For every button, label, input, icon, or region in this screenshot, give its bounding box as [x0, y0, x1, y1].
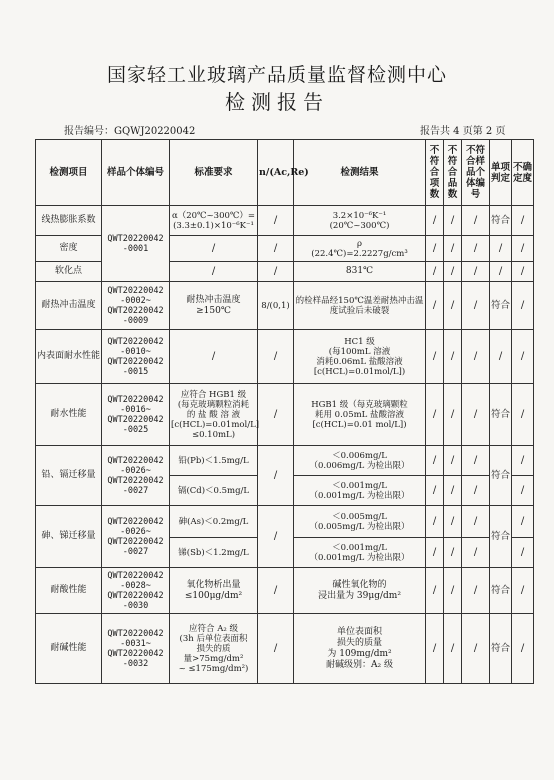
sample-line: -0001	[122, 243, 149, 254]
row-uncertainty: /	[512, 330, 534, 384]
row-verdict: /	[490, 330, 512, 384]
table-row	[36, 568, 534, 614]
sample-line: -0032	[122, 658, 149, 669]
row-standard: 镉(Cd)＜0.5mg/L	[170, 476, 258, 506]
row-result	[294, 330, 426, 384]
row-result	[294, 446, 426, 476]
row-c1: /	[426, 236, 444, 262]
sample-line: QWT20220042	[107, 516, 164, 527]
standard-line: ≥150℃	[196, 305, 231, 316]
result-line: ＜0.005mg/L	[332, 511, 387, 522]
row-result	[294, 614, 426, 684]
row-c3: /	[462, 476, 490, 506]
row-uncertainty: /	[512, 236, 534, 262]
row-uncertainty: /	[512, 206, 534, 236]
row-c2: /	[444, 330, 462, 384]
sample-line: QWT20220042	[107, 285, 164, 296]
sample-line: QWT20220042	[107, 356, 164, 367]
row-standard: /	[170, 262, 258, 282]
sample-line: -0027	[122, 485, 149, 496]
row-result	[294, 476, 426, 506]
result-line: ＜0.001mg/L	[332, 542, 387, 553]
row-item: 密度	[36, 236, 102, 262]
row-verdict: 符合	[490, 506, 512, 568]
row-standard: /	[170, 236, 258, 262]
result-line: 为 109mg/dm²	[327, 648, 392, 659]
row-c3: /	[462, 236, 490, 262]
row-c3: /	[462, 282, 490, 330]
result-line: 3.2×10⁻⁶K⁻¹	[332, 210, 387, 221]
row-c1: /	[426, 206, 444, 236]
sample-line: QWT20220042	[107, 590, 164, 601]
sample-line: QWT20220042	[107, 570, 164, 581]
row-item: 耐水性能	[36, 384, 102, 446]
doc-title: 检测报告	[225, 90, 329, 114]
col-item: 检测项目	[36, 140, 102, 206]
row-result	[294, 384, 426, 446]
col-nonconform-ids: 不符合样品个体编号	[462, 140, 490, 206]
row-sample	[102, 384, 170, 446]
sample-line: QWT20220042	[107, 305, 164, 316]
row-c3: /	[462, 506, 490, 538]
report-number	[64, 122, 195, 137]
standard-line: 氧化物析出量	[186, 579, 241, 590]
row-item: 砷、锑迁移量	[36, 506, 102, 568]
sample-line: QWT20220042	[107, 394, 164, 405]
report-number-value: GQWJ20220042	[114, 126, 196, 137]
row-c1: /	[426, 384, 444, 446]
row-c1: /	[426, 282, 444, 330]
sample-line: -0010~	[120, 346, 151, 357]
standard-line: 的 盐 酸 溶 液	[186, 409, 241, 420]
row-uncertainty: /	[512, 262, 534, 282]
col-single-verdict: 单项判定	[490, 140, 512, 206]
sample-line: QWT20220042	[107, 648, 164, 659]
result-line: (每100mL 溶液	[328, 346, 391, 357]
sample-line: -0009	[122, 315, 149, 326]
row-ac-re: 8/(0,1)	[258, 282, 294, 330]
row-item: 耐碱性能	[36, 614, 102, 684]
row-sample	[102, 506, 170, 568]
sample-line: -0030	[122, 600, 149, 611]
row-verdict: /	[490, 236, 512, 262]
result-line: （0.006mg/L 为检出限）	[309, 460, 410, 471]
result-line: [c(HCL)=0.01 mol/L])	[312, 419, 407, 430]
table-row	[36, 506, 534, 538]
row-verdict: 符合	[490, 614, 512, 684]
row-c1: /	[426, 330, 444, 384]
row-uncertainty: /	[512, 538, 534, 568]
result-line: 损失的质量	[336, 637, 382, 648]
result-line: HGB1 级（每克玻璃颗粒	[311, 399, 408, 410]
sample-line: -0002~	[120, 295, 151, 306]
result-line: 单位表面积	[336, 626, 382, 637]
report-number-label: 报告编号：	[64, 126, 114, 137]
row-c2: /	[444, 506, 462, 538]
standard-line: 应符合 HGB1 级	[180, 389, 247, 400]
col-uncertainty: 不确定度	[512, 140, 534, 206]
row-verdict: 符合	[490, 384, 512, 446]
row-c2: /	[444, 538, 462, 568]
row-standard	[170, 282, 258, 330]
row-sample	[102, 446, 170, 506]
row-c3: /	[462, 538, 490, 568]
result-line: ＜0.006mg/L	[332, 450, 387, 461]
row-c2: /	[444, 446, 462, 476]
row-standard: /	[170, 330, 258, 384]
row-result	[294, 206, 426, 236]
sample-line: QWT20220042	[107, 336, 164, 347]
page-info: 报告共 4 页第 2 页	[420, 126, 506, 137]
row-c2: /	[444, 614, 462, 684]
row-result	[294, 506, 426, 538]
row-result: 831℃	[294, 262, 426, 282]
row-uncertainty: /	[512, 476, 534, 506]
row-verdict: /	[490, 262, 512, 282]
row-c2: /	[444, 206, 462, 236]
row-sample	[102, 568, 170, 614]
row-item: 铅、镉迁移量	[36, 446, 102, 506]
row-ac-re: /	[258, 614, 294, 684]
row-c2: /	[444, 476, 462, 506]
result-line: ρ	[357, 238, 362, 249]
result-line: (20℃~300℃)	[329, 220, 390, 231]
result-line: 碱性氧化物的	[332, 579, 387, 590]
standard-line: ~ ≤175mg/dm²)	[178, 663, 249, 674]
row-sample	[102, 282, 170, 330]
row-standard	[170, 568, 258, 614]
row-c2: /	[444, 236, 462, 262]
row-item: 耐酸性能	[36, 568, 102, 614]
row-ac-re: /	[258, 568, 294, 614]
row-uncertainty: /	[512, 506, 534, 538]
result-line: （0.001mg/L 为检出限）	[309, 552, 410, 563]
row-uncertainty: /	[512, 282, 534, 330]
row-verdict: 符合	[490, 446, 512, 506]
row-c3: /	[462, 206, 490, 236]
col-sample: 样品个体编号	[102, 140, 170, 206]
row-c2: /	[444, 262, 462, 282]
sample-line: -0028~	[120, 580, 151, 591]
standard-line: 应符合 A₂ 级	[189, 623, 238, 634]
sample-line: QWT20220042	[107, 475, 164, 486]
col-standard: 标准要求	[170, 140, 258, 206]
sample-line: -0031~	[120, 638, 151, 649]
row-c3: /	[462, 262, 490, 282]
row-c2: /	[444, 282, 462, 330]
sample-line: QWT20220042	[107, 233, 164, 244]
result-line: HC1 级	[344, 336, 375, 347]
result-line: 耐碱级别：A₂ 级	[326, 659, 393, 670]
result-line: 消耗0.06mL 盐酸溶液	[316, 356, 403, 367]
result-line: 浸出量为 39μg/dm²	[318, 590, 401, 601]
col-nonconform-samples: 不符合品数	[444, 140, 462, 206]
row-verdict: 符合	[490, 282, 512, 330]
col-nonconform-items: 不符合项数	[426, 140, 444, 206]
result-line: （0.005mg/L 为检出限）	[309, 521, 410, 532]
row-c1: /	[426, 262, 444, 282]
row-c1: /	[426, 476, 444, 506]
results-table	[35, 139, 534, 684]
row-uncertainty: /	[512, 614, 534, 684]
row-verdict: 符合	[490, 568, 512, 614]
sample-line: QWT20220042	[107, 414, 164, 425]
row-c2: /	[444, 384, 462, 446]
row-standard: α（20℃~300℃）=(3.3±0.1)×10⁻⁶K⁻¹	[170, 206, 258, 236]
row-c1: /	[426, 614, 444, 684]
sample-line: -0026~	[120, 526, 151, 537]
row-ac-re: /	[258, 206, 294, 236]
row-standard	[170, 614, 258, 684]
result-line: ＜0.001mg/L	[332, 480, 387, 491]
standard-line: 损失的质	[196, 643, 231, 654]
row-ac-re: /	[258, 262, 294, 282]
row-sample	[102, 330, 170, 384]
table-row	[36, 330, 534, 384]
sample-line: QWT20220042	[107, 455, 164, 466]
sample-line: -0026~	[120, 465, 151, 476]
row-c1: /	[426, 568, 444, 614]
row-item: 软化点	[36, 262, 102, 282]
table-row	[36, 282, 534, 330]
result-line: （0.001mg/L 为检出限）	[309, 490, 410, 501]
row-item: 耐热冲击温度	[36, 282, 102, 330]
row-ac-re: /	[258, 236, 294, 262]
row-result	[294, 538, 426, 568]
row-ac-re: /	[258, 446, 294, 506]
row-standard: 砷(As)＜0.2mg/L	[170, 506, 258, 538]
row-c3: /	[462, 330, 490, 384]
row-result: 的检样品经150℃温差耐热冲击温度试验后未破裂	[294, 282, 426, 330]
standard-line: ≤100μg/dm²	[184, 590, 243, 601]
col-ac-re: n/(Ac,Re)	[258, 140, 294, 206]
sample-line: -0027	[122, 546, 149, 557]
row-verdict: 符合	[490, 206, 512, 236]
row-c3: /	[462, 568, 490, 614]
col-result: 检测结果	[294, 140, 426, 206]
sample-line: QWT20220042	[107, 628, 164, 639]
standard-line: 量>75mg/dm²	[183, 653, 244, 664]
row-c1: /	[426, 506, 444, 538]
row-standard: 锑(Sb)＜1.2mg/L	[170, 538, 258, 568]
row-ac-re: /	[258, 506, 294, 568]
row-standard	[170, 384, 258, 446]
row-result	[294, 236, 426, 262]
row-item: 线热膨胀系数	[36, 206, 102, 236]
row-c1: /	[426, 538, 444, 568]
org-title: 国家轻工业玻璃产品质量监督检测中心	[106, 64, 447, 86]
sample-line: -0015	[122, 366, 149, 377]
header-row	[36, 140, 534, 206]
sample-line: QWT20220042	[107, 536, 164, 547]
row-c1: /	[426, 446, 444, 476]
standard-line: ≤0.10mL)	[191, 429, 236, 440]
standard-line: (每克玻璃颗粒消耗	[177, 399, 250, 410]
standard-line: 耐热冲击温度	[186, 294, 241, 305]
row-result	[294, 568, 426, 614]
row-c3: /	[462, 384, 490, 446]
sample-line: -0016~	[120, 404, 151, 415]
row-item: 内表面耐水性能	[36, 330, 102, 384]
sample-line: -0025	[122, 424, 149, 435]
row-uncertainty: /	[512, 446, 534, 476]
row-standard: 铅(Pb)＜1.5mg/L	[170, 446, 258, 476]
standard-line: [c(HCL)=0.01mol/L]	[171, 419, 260, 430]
standard-line: (3h 后单位表面积	[179, 633, 248, 644]
table-row	[36, 384, 534, 446]
table-row	[36, 446, 534, 476]
row-ac-re: /	[258, 330, 294, 384]
row-sample	[102, 614, 170, 684]
row-sample	[102, 206, 170, 282]
result-line: 耗用 0.05mL 盐酸溶液	[314, 409, 405, 420]
row-uncertainty: /	[512, 384, 534, 446]
row-ac-re: /	[258, 384, 294, 446]
row-c2: /	[444, 568, 462, 614]
table-row	[36, 206, 534, 236]
table-row	[36, 614, 534, 684]
row-c3: /	[462, 446, 490, 476]
result-line: [c(HCL)=0.01mol/L])	[313, 366, 406, 377]
row-uncertainty: /	[512, 568, 534, 614]
row-c3: /	[462, 614, 490, 684]
result-line: (22.4℃)=2.2227g/cm³	[311, 248, 408, 259]
